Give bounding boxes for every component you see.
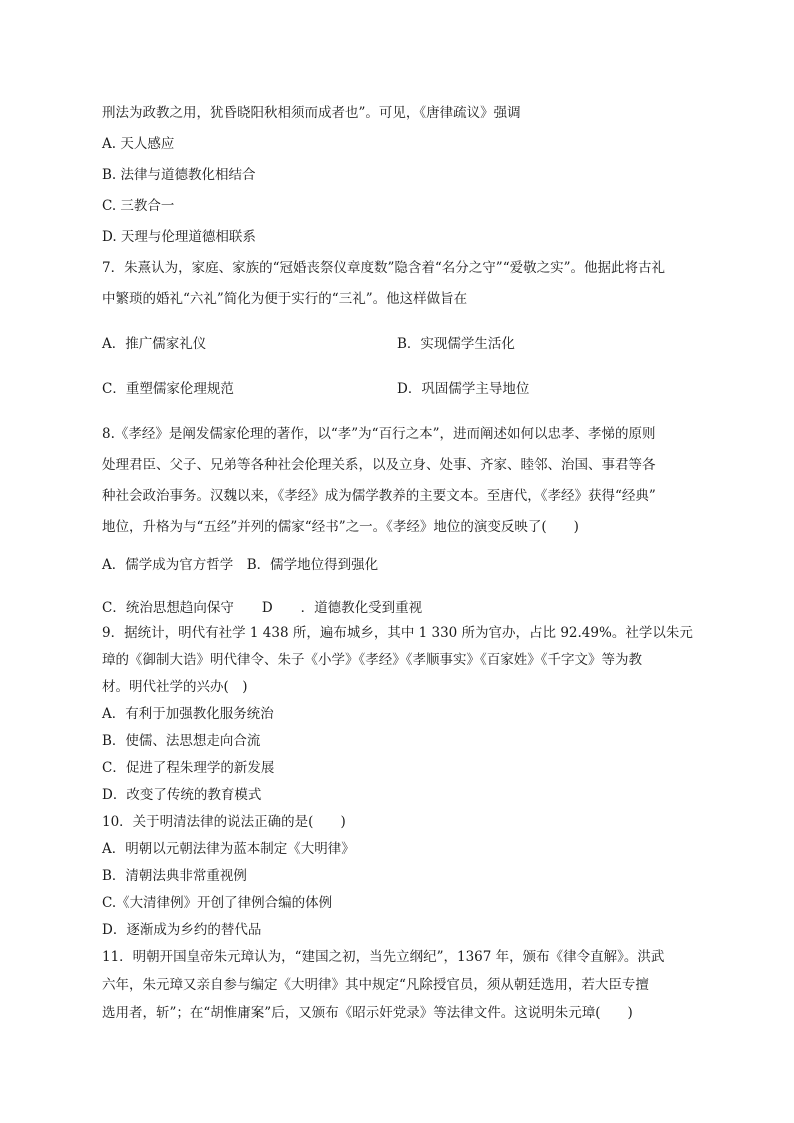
q9-option-a: A．有利于加强教化服务统治 <box>102 706 274 722</box>
q9-stem-line-3: 材。明代社学的兴办( ) <box>102 679 248 695</box>
q10-option-d: D．逐渐成为乡约的替代品 <box>102 922 262 938</box>
q6-option-b: B. 法律与道德教化相结合 <box>102 167 256 183</box>
q8-stem-line-3: 种社会政治事务。汉魏以来，《孝经》成为儒学教养的主要文本。至唐代，《孝经》获得“经典” <box>102 488 656 504</box>
q7-option-c: C．重塑儒家伦理规范 <box>102 381 234 397</box>
q10-option-a: A．明朝以元朝法律为蓝本制定《大明律》 <box>102 841 355 857</box>
q8-option-row-1: A．儒学成为官方哲学 B．儒学地位得到强化 <box>102 557 379 573</box>
q7-option-a: A．推广儒家礼仪 <box>102 336 207 352</box>
q9-stem-line-2: 璋的《御制大诰》明代律令、朱子《小学》《孝经》《孝顺事实》《百家姓》《千字文》等为教 <box>102 652 642 668</box>
q8-option-d-letter: D <box>261 600 273 616</box>
q8-option-row-2 <box>102 596 702 614</box>
q9-option-c: C．促进了程朱理学的新发展 <box>102 760 275 776</box>
q10-option-b: B．清朝法典非常重视例 <box>102 868 247 884</box>
q7-stem-line-1: 7．朱熹认为，家庭、家族的“冠婚丧祭仪章度数”隐含着“名分之守”“爱敬之实”。他据此将古礼 <box>102 260 665 276</box>
q9-stem-line-1: 9．据统计，明代有社学 1 438 所，遍布城乡，其中 1 330 所为官办，占比 92.49%。社学以朱元 <box>102 625 693 641</box>
q8-option-d: ．道德教化受到重视 <box>300 600 423 616</box>
q6-option-a: A. 天人感应 <box>102 136 175 152</box>
q7-stem-line-2: 中繁琐的婚礼“六礼”简化为便于实行的“三礼”。他这样做旨在 <box>102 291 468 307</box>
q11-stem-line-3: 选用者，斩”；在“胡惟庸案”后，又颁布《昭示奸党录》等法律文件。这说明朱元璋( ) <box>102 1005 633 1021</box>
q6-option-c: C. 三教合一 <box>102 198 175 214</box>
q7-option-b: B．实现儒学生活化 <box>397 336 515 352</box>
q6-option-d: D. 天理与伦理道德相联系 <box>102 229 256 245</box>
q11-stem-line-1: 11．明朝开国皇帝朱元璋认为，“建国之初，当先立纲纪”，1367 年，颁布《律令直解》。洪武 <box>102 949 665 965</box>
q8-option-c: C．统治思想趋向保守 <box>102 600 234 616</box>
q8-stem-line-2: 处理君臣、父子、兄弟等各种社会伦理关系，以及立身、处事、齐家、睦邻、治国、事君等各 <box>102 457 656 473</box>
q10-option-c: C.《大清律例》开创了律例合编的体例 <box>102 895 333 911</box>
q8-stem-line-1: 8.《孝经》是阐发儒家伦理的著作，以“孝”为“百行之本”，进而阐述如何以忠孝、孝悌的原则 <box>102 426 656 442</box>
q6-stem-tail: 刑法为政教之用，犹昏晓阳秋相须而成者也”。可见，《唐律疏议》强调 <box>102 105 521 121</box>
q7-option-d: D．巩固儒学主导地位 <box>397 381 530 397</box>
q9-option-d: D．改变了传统的教育模式 <box>102 787 262 803</box>
q9-option-b: B．使儒、法思想走向合流 <box>102 733 261 749</box>
q8-stem-line-4: 地位，升格为与“五经”并列的儒家“经书”之一。《孝经》地位的演变反映了( ) <box>102 519 579 535</box>
q11-stem-line-2: 六年，朱元璋又亲自参与编定《大明律》其中规定“凡除授官员，须从朝廷选用，若大臣专擅 <box>102 977 649 993</box>
q10-stem: 10．关于明清法律的说法正确的是( ) <box>102 814 346 830</box>
